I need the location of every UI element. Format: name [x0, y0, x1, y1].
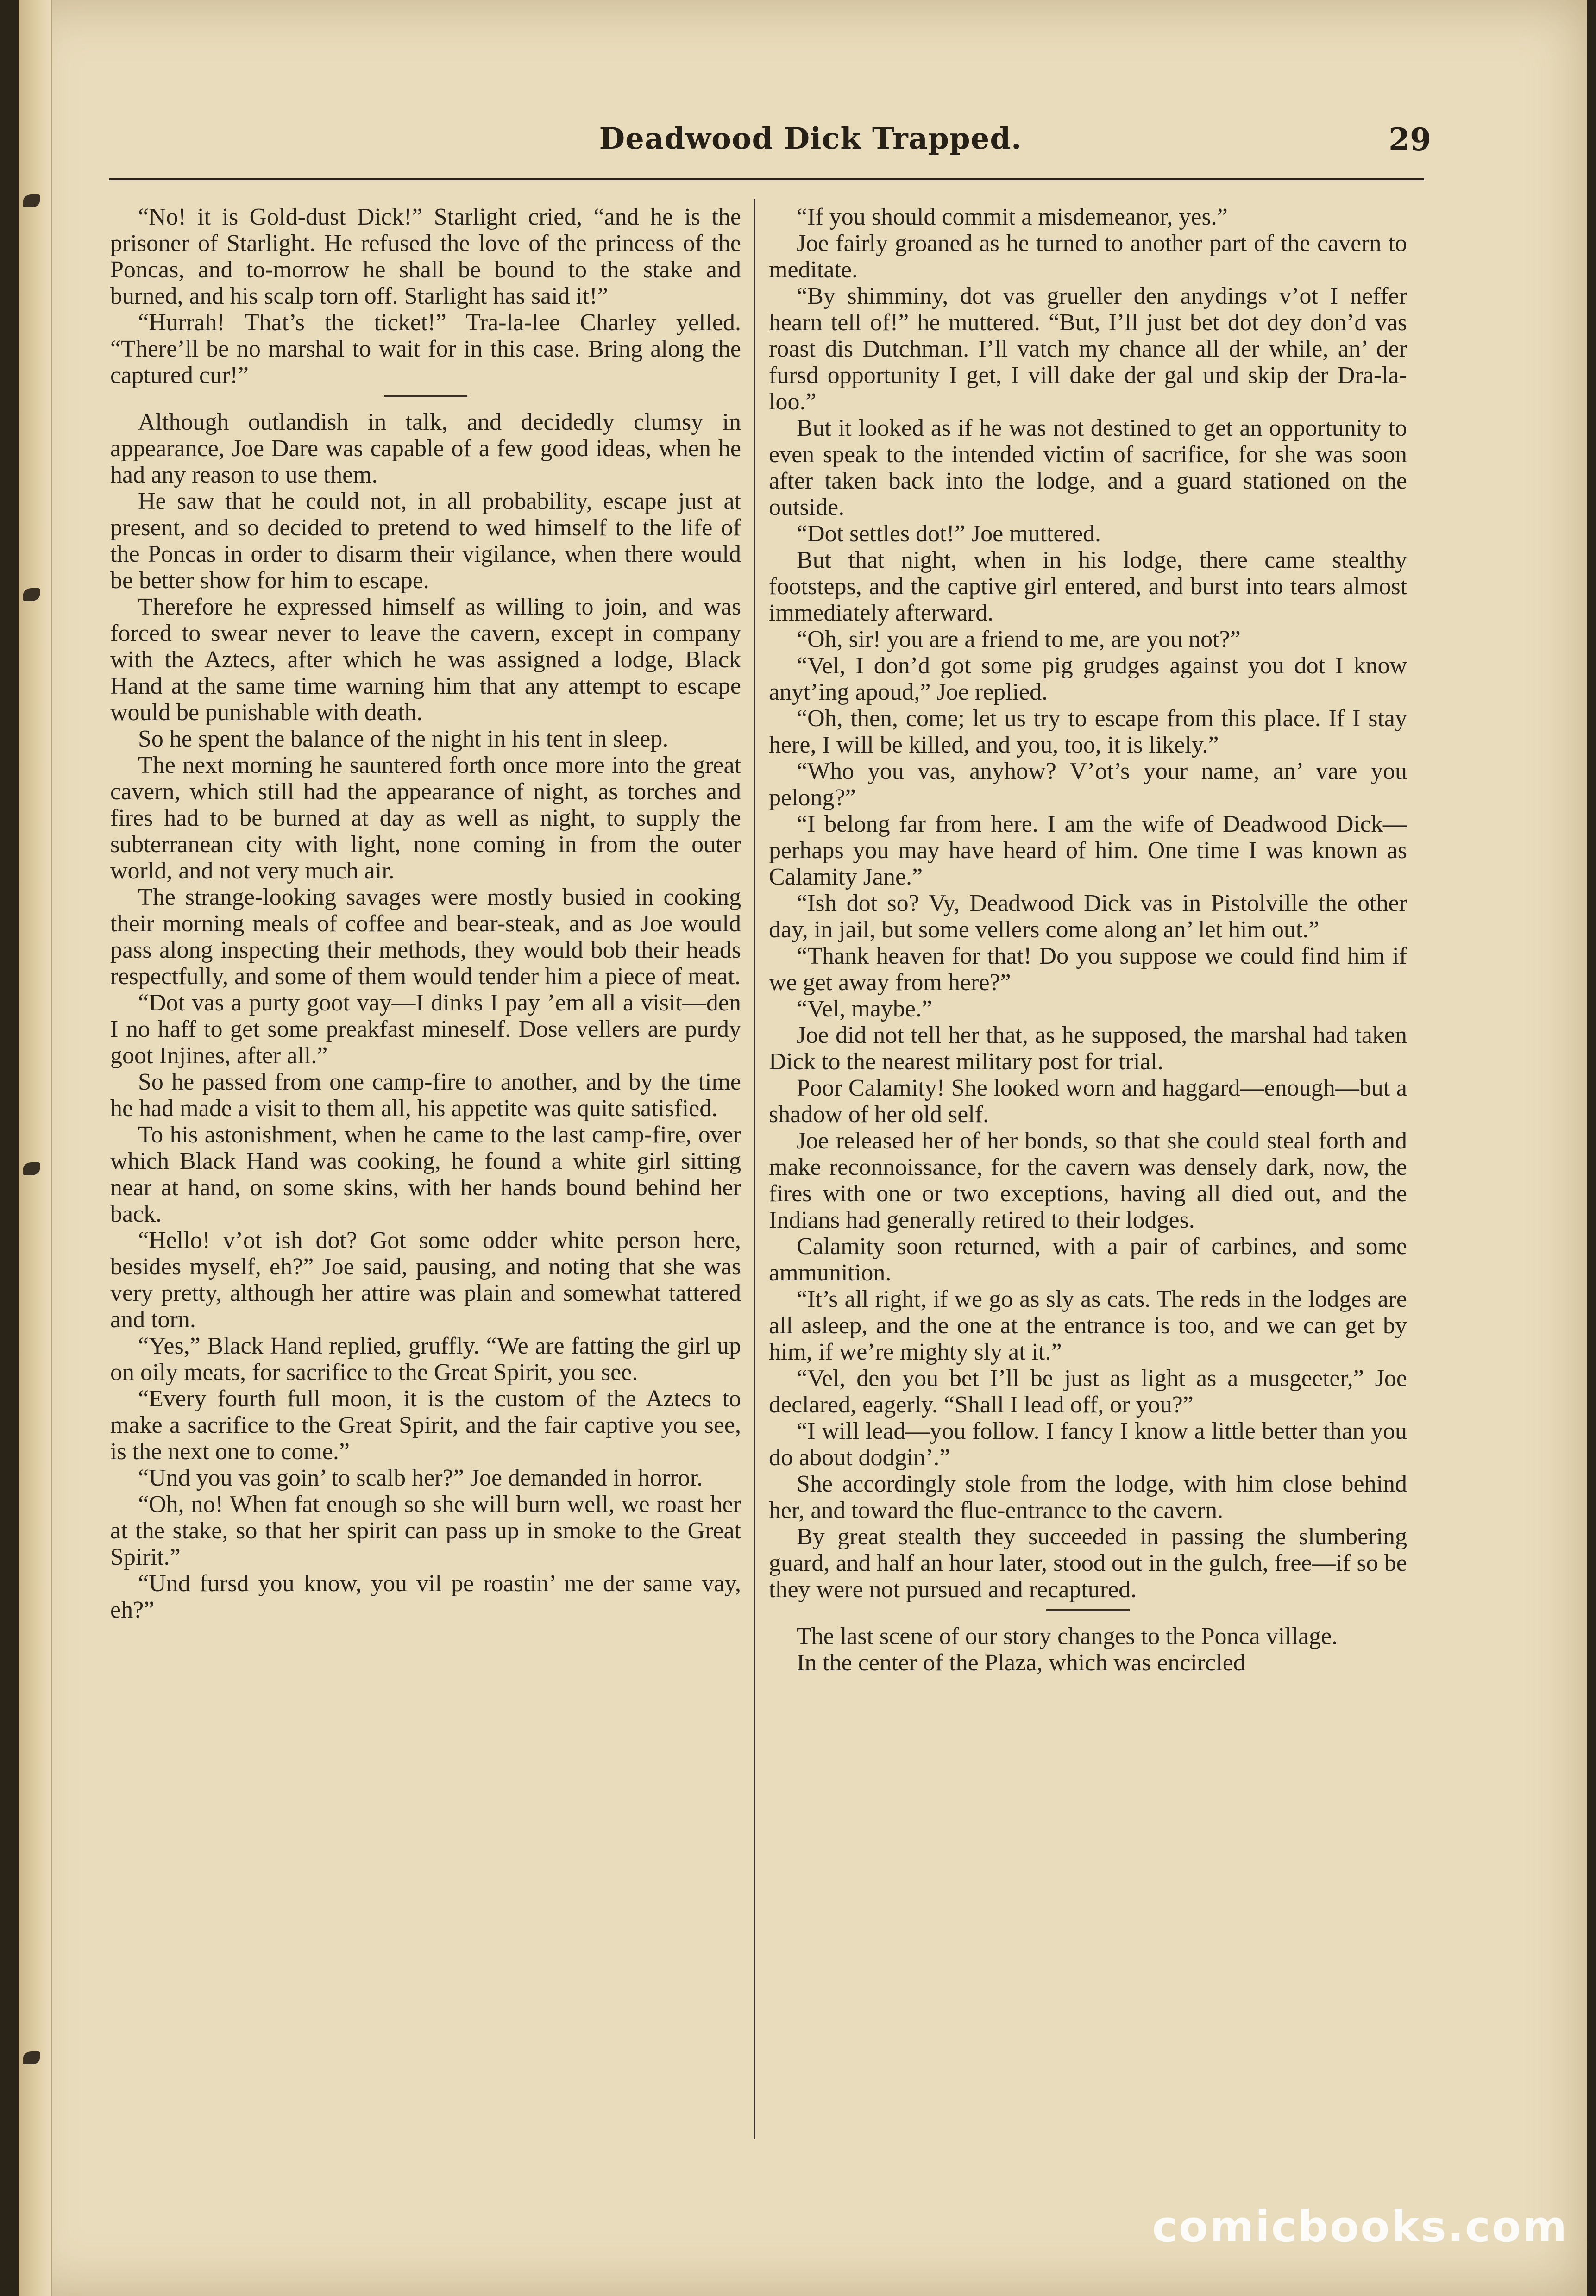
paragraph: “It’s all right, if we go as sly as cats. The reds in the lodges are all asleep, and the one at the entrance is too, and we can get by him, if we’re mighty sly at it.” — [769, 1286, 1407, 1365]
paragraph: “By shimminy, dot vas grueller den anydings v’ot I neffer hearn tell of!” he muttered. “But, I’ll just bet dot dey don’d vas roast dis Dutchman. I’ll vatch my chance all der while, an’ der fursd opportunity I get, I vill dake der gal und skip der Dra-la-loo.” — [769, 283, 1407, 415]
paragraph: “Oh, then, come; let us try to escape from this place. If I stay here, I will be killed, and you, too, it is likely.” — [769, 705, 1407, 758]
paragraph: “Who you vas, anyhow? V’ot’s your name, an’ vare you pelong?” — [769, 758, 1407, 811]
paragraph: “Vel, maybe.” — [797, 996, 933, 1022]
paragraph: She accordingly stole from the lodge, with him close behind her, and toward the flue-entrance to the cavern. — [769, 1471, 1407, 1524]
paragraph: “Hello! v’ot ish dot? Got some odder white person here, besides myself, eh?” Joe said, pausing, and noting that she was very pretty, although her attire was plain and somewhat tattered and torn. — [110, 1227, 741, 1333]
paragraph: “Hurrah! That’s the ticket!” Tra-la-lee Charley yelled. “There’ll be no marshal to wait for in this case. Bring along the captured cur!” — [110, 309, 741, 389]
paragraph: “I will lead—you follow. I fancy I know a little better than you do about dodgin’.” — [769, 1418, 1407, 1471]
paragraph: Joe fairly groaned as he turned to another part of the cavern to meditate. — [769, 230, 1407, 283]
paragraph: “Vel, den you bet I’ll be just as light as a musgeeter,” Joe declared, eagerly. “Shall I lead off, or you?” — [769, 1365, 1407, 1418]
binding-hole — [23, 2051, 40, 2064]
right-column — [769, 204, 1407, 2135]
paragraph: “Thank heaven for that! Do you suppose we could find him if we get away from here?” — [769, 943, 1407, 996]
column-divider — [754, 199, 755, 2139]
paragraph: “Yes,” Black Hand replied, gruffly. “We are fatting the girl up on oily meats, for sacrifice to the Great Spirit, you see. — [110, 1333, 741, 1386]
paragraph: So he spent the balance of the night in his tent in sleep. — [138, 726, 669, 752]
paragraph: “Oh, sir! you are a friend to me, are you not?” — [797, 626, 1241, 652]
paragraph: He saw that he could not, in all probability, escape just at present, and so decided to pretend to wed himself to the life of the Poncas in order to disarm their vigilance, when there would be better show for him to escape. — [110, 488, 741, 594]
paragraph: “Oh, no! When fat enough so she will burn well, we roast her at the stake, so that her spirit can pass up in smoke to the Great Spirit.” — [110, 1491, 741, 1570]
paragraph: So he passed from one camp-fire to another, and by the time he had made a visit to them all, his appetite was quite satisfied. — [110, 1069, 741, 1122]
running-title: Deadwood Dick Trapped. — [599, 121, 1022, 156]
paragraph: “Every fourth full moon, it is the custom of the Aztecs to make a sacrifice to the Great Spirit, and the fair captive you see, is the next one to come.” — [110, 1386, 741, 1465]
site-watermark: comicbooks.com — [1152, 2202, 1568, 2252]
paragraph: But it looked as if he was not destined to get an opportunity to even speak to the intended victim of sacrifice, for she was soon after taken back into the lodge, and a guard stationed on the outside. — [769, 415, 1407, 521]
paragraph: Joe released her of her bonds, so that she could steal forth and make reconnoissance, for the cavern was densely dark, now, the fires with one or two exceptions, having all died out, and the Indians had generally retired to their lodges. — [769, 1128, 1407, 1233]
paragraph: “If you should commit a misdemeanor, yes.” — [797, 204, 1228, 230]
paragraph: “Und fursd you know, you vil pe roastin’ me der same vay, eh?” — [110, 1570, 741, 1623]
paragraph: “Dot vas a purty goot vay—I dinks I pay ’em all a visit—den I no haff to get some preakfast mineself. Dose vellers are purdy goot Injines, after all.” — [110, 990, 741, 1069]
paragraph: But that night, when in his lodge, there came stealthy footsteps, and the captive girl entered, and burst into tears almost immediately afterward. — [769, 547, 1407, 626]
paragraph: Although outlandish in talk, and decidedly clumsy in appearance, Joe Dare was capable of a few good ideas, when he had any reason to use them. — [110, 409, 741, 488]
paragraph: “No! it is Gold-dust Dick!” Starlight cried, “and he is the prisoner of Starlight. He refused the love of the princess of the Poncas, and to-morrow he shall be bound to the stake and burned, and his scalp torn off. Starlight has said it!” — [110, 204, 741, 309]
paragraph: The last scene of our story changes to the Ponca village. — [797, 1623, 1338, 1650]
paragraph: By great stealth they succeeded in passing the slumbering guard, and half an hour later, stood out in the gulch, free—if so be they were not pursued and recaptured. — [769, 1524, 1407, 1603]
paragraph: “Dot settles dot!” Joe muttered. — [797, 521, 1101, 547]
paragraph: “Ish dot so? Vy, Deadwood Dick vas in Pistolville the other day, in jail, but some vellers come along an’ let him out.” — [769, 890, 1407, 943]
section-break — [1046, 1609, 1130, 1611]
page-spine — [19, 0, 52, 2296]
paragraph: “I belong far from here. I am the wife of Deadwood Dick—perhaps you may have heard of him. One time I was known as Calamity Jane.” — [769, 811, 1407, 890]
paragraph: Calamity soon returned, with a pair of carbines, and some ammunition. — [769, 1233, 1407, 1286]
section-break — [384, 395, 467, 397]
paragraph: Joe did not tell her that, as he supposed, the marshal had taken Dick to the nearest military post for trial. — [769, 1022, 1407, 1075]
binding-hole — [23, 1162, 40, 1175]
paragraph: The strange-looking savages were mostly busied in cooking their morning meals of coffee and bear-steak, and as Joe would pass along inspecting their methods, they would bob their heads respectfully, and some of them would tender him a piece of meat. — [110, 884, 741, 990]
page-number: 29 — [1389, 121, 1431, 157]
paragraph: Poor Calamity! She looked worn and haggard—enough—but a shadow of her old self. — [769, 1075, 1407, 1128]
paragraph: To his astonishment, when he came to the last camp-fire, over which Black Hand was cooking, he found a white girl sitting near at hand, on some skins, with her hands bound behind her back. — [110, 1122, 741, 1227]
paragraph: “Vel, I don’d got some pig grudges against you dot I know anyt’ing apoud,” Joe replied. — [769, 652, 1407, 705]
left-column — [110, 204, 741, 2135]
paragraph: Therefore he expressed himself as willing to join, and was forced to swear never to leave the cavern, except in company with the Aztecs, after which he was assigned a lodge, Black Hand at the same time warning him that any attempt to escape would be punishable with death. — [110, 594, 741, 726]
paragraph: The next morning he sauntered forth once more into the great cavern, which still had the appearance of night, as torches and fires had to be burned at day as well as night, to supply the subterranean city with light, none coming in from the outer world, and not very much air. — [110, 752, 741, 884]
header-rule — [109, 178, 1424, 180]
binding-hole — [23, 194, 40, 207]
binding-hole — [23, 588, 40, 601]
paragraph: In the center of the Plaza, which was encircled — [797, 1650, 1245, 1676]
paragraph: “Und you vas goin’ to scalb her?” Joe demanded in horror. — [138, 1465, 703, 1491]
